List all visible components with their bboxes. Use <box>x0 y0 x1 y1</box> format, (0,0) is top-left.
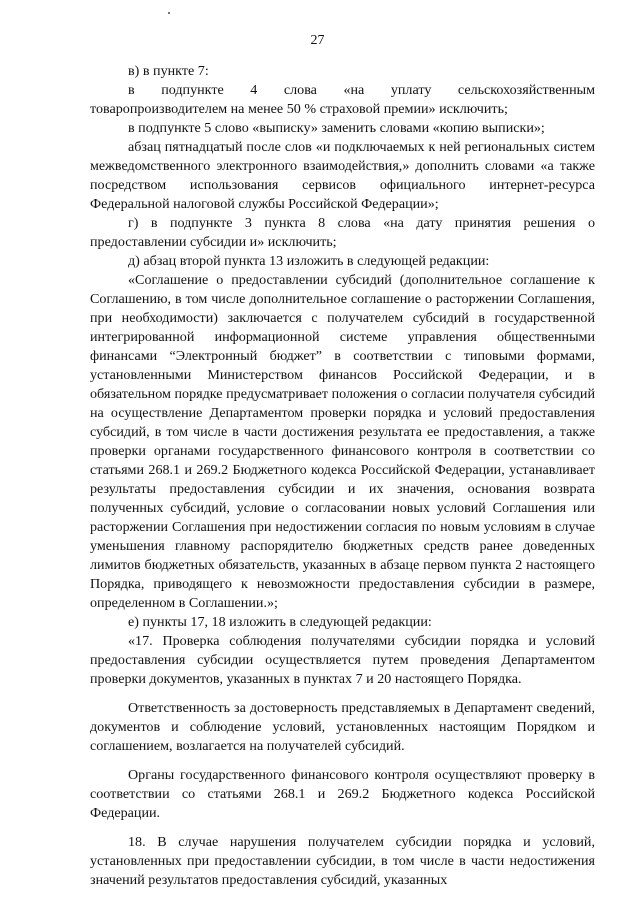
page-number: 27 <box>310 33 325 48</box>
scan-speck <box>168 12 170 14</box>
paragraph: в) в пункте 7: <box>128 63 209 79</box>
paragraph: Органы государственного финансового контроля осуществляют проверку в соответствии со статьями 268.1 и 269.2 Бюджетного кодекса Российской Федерации. <box>90 767 595 821</box>
paragraph: в подпункте 4 слова «на уплату сельскохозяйственным товаропроизводителем на менее 50 % страховой премии» исключить; <box>90 82 595 117</box>
paragraph: «Соглашение о предоставлении субсидий (дополнительное соглашение к Соглашению, в том числе дополнительное соглашение о расторжении Соглашения, при необходимости) заключается с получателем субсидий в государственной интегрированной информационной системе управления общественными финансами “Электронный бюджет” в соответствии с типовыми формами, установленными Министерством финансов Российской Федерации, и в обязательном порядке предусматривает положения о согласии получателя субсидий на осуществление Департаментом проверки порядка и условий предоставления субсидий, в том числе в части достижения результата ее предоставления, а также проверки органами государственного финансового контроля в соответствии со статьями 268.1 и 269.2 Бюджетного кодекса Российской Федерации, устанавливает результаты предоставления субсидии и их значения, основания возврата полученных субсидий, условие о согласовании новых условий Соглашения или расторжении Соглашения при недостижении согласия по новым условиям в случае уменьшения главному распорядителю бюджетных средств ранее доведенных лимитов бюджетных обязательств, указанных в абзаце первом пункта 2 настоящего Порядка, приводящего к невозможности предоставления субсидии в размере, определенном в Соглашении.»; <box>90 272 595 611</box>
paragraph: 18. В случае нарушения получателем субсидии порядка и условий, установленных при предоставлении субсидии, в том числе в части недостижения значений результатов предоставления субсидий, указанных <box>90 834 595 888</box>
paragraph: Ответственность за достоверность представляемых в Департамент сведений, документов и соблюдение условий, установленных настоящим Порядком и соглашением, возлагается на получателей субсидий. <box>90 700 595 754</box>
paragraph: абзац пятнадцатый после слов «и подключаемых к ней региональных систем межведомственного электронного взаимодействия,» дополнить словами «а также посредством использования сервисов официального интернет-ресурса Федеральной налоговой службы Российской Федерации»; <box>90 139 595 212</box>
paragraph: г) в подпункте 3 пункта 8 слова «на дату принятия решения о предоставлении субсидии и» исключить; <box>90 215 595 250</box>
paragraph: д) абзац второй пункта 13 изложить в следующей редакции: <box>128 253 490 269</box>
paragraph: «17. Проверка соблюдения получателями субсидии порядка и условий предоставления субсидии осуществляется путем проведения Департаментом проверки документов, указанных в пунктах 7 и 20 настоящего Порядка. <box>90 633 595 687</box>
paragraph: е) пункты 17, 18 изложить в следующей редакции: <box>128 614 432 630</box>
paragraph: в подпункте 5 слово «выписку» заменить словами «копию выписки»; <box>128 120 545 136</box>
document-body <box>90 62 595 890</box>
